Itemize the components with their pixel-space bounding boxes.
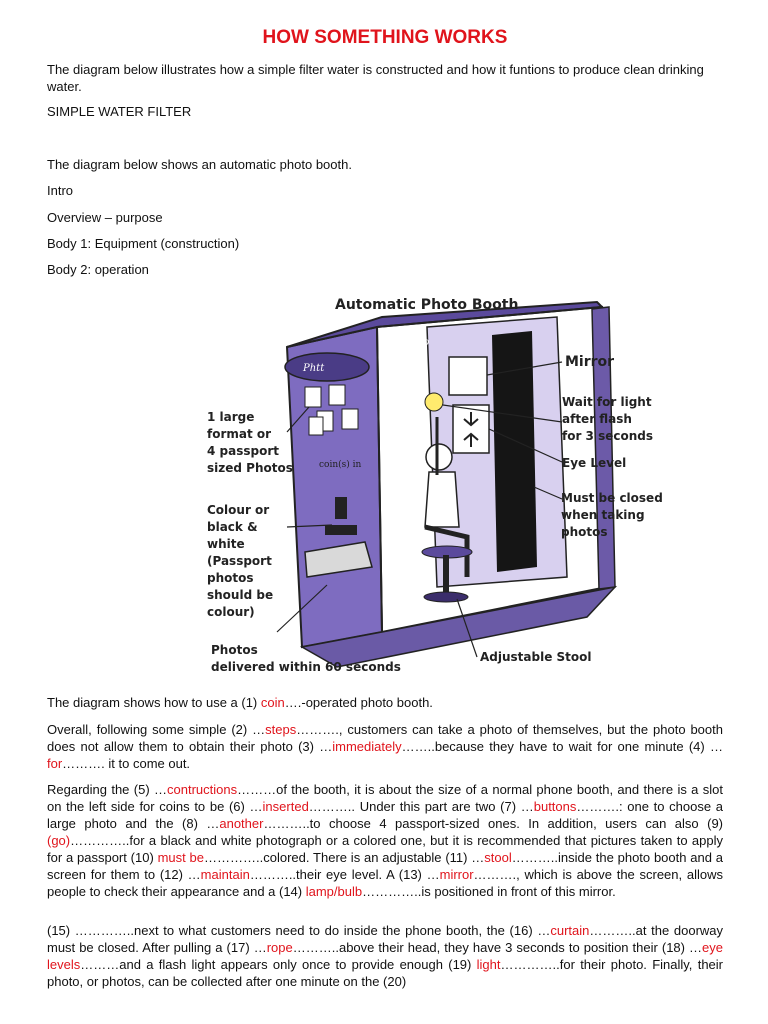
- page-title: HOW SOMETHING WORKS: [262, 27, 508, 48]
- photos-label: 1 large format or 4 passport sized Photos: [207, 410, 293, 475]
- booth-brand: Pdl-Pro: [392, 337, 430, 348]
- wait-label: Wait for light after flash for 3 seconds: [562, 395, 654, 443]
- answer-2: steps: [265, 722, 297, 737]
- answer-7: buttons: [533, 799, 577, 814]
- answer-17: rope: [266, 940, 293, 955]
- answer-5: contructions: [167, 782, 238, 797]
- colour-label: Colour or black & white (Passport photos should be colour): [207, 503, 274, 619]
- answer-1: coin: [260, 695, 285, 710]
- filter-heading: SIMPLE WATER FILTER: [47, 104, 192, 119]
- outline-item: Body 2: operation: [47, 262, 149, 277]
- photo-booth-diagram: [137, 287, 667, 682]
- booth-sign: Phtt: [303, 363, 325, 374]
- outline-item: Intro: [47, 183, 74, 198]
- intro-paragraph: The diagram below illustrates how a simple filter water is constructed and how it funtions to produce clean drinking water.: [47, 62, 704, 94]
- answer-paragraph-2: Overall, following some simple (2) …steps………., customers can take a photo of themselves, but the photo booth does not allow them to obtain their photo (3) …immediately……..because they have to wait for one minute (4) …for………. it to come out.: [47, 722, 723, 771]
- photo-booth-intro: The diagram below shows an automatic photo booth.: [47, 157, 352, 172]
- answer-3: immediately: [332, 739, 402, 754]
- answer-10: must be: [157, 850, 205, 865]
- closed-label: Must be closed when taking photos: [561, 491, 663, 539]
- answer-4: for: [47, 756, 63, 771]
- answer-12: maintain: [200, 867, 250, 882]
- answer-11: stool: [484, 850, 512, 865]
- answer-9: (go): [47, 833, 71, 848]
- delivered-label: Photos delivered within 60 seconds: [211, 643, 401, 674]
- outline-item: Body 1: Equipment (construction): [47, 236, 240, 251]
- answer-paragraph-4: (15) …………..next to what customers need to do inside the phone booth, the (16) …curtain………..at the doorway must be closed. After pulling a (17) …rope………..above their head, they have 3 seconds to position their (18) …eye levels………and a flash light appears only once to provide enough (19) light…………..for their photo. Finally, their photo, or photos, can be collected after one minute on the (20): [47, 923, 724, 989]
- answer-16: curtain: [550, 923, 590, 938]
- answer-6: inserted: [262, 799, 309, 814]
- stool-label: Adjustable Stool: [480, 650, 592, 664]
- outline-item: Overview – purpose: [47, 210, 163, 225]
- eye-level-label: Eye Level: [562, 456, 627, 470]
- answer-paragraph-3: Regarding the (5) …contructions………of the booth, it is about the size of a normal phone booth, and there is a slot on the left side for coins to be (6) …inserted……….. Under this part are two (7) …buttons……….: one to choose a large photo and the (8) …another………..to choose 4 passport-sized ones. In addition, users can also (9) (go)…………..for a black and white photograph or a colored one, but it is recommended that pictures taken to apply for a passport (10) must be…………..colored. There is an adjustable (11) …stool………..inside the photo booth and a screen for them to (12) …maintain………..their eye level. A (13) …mirror………., which is above the screen, allows people to check their appearance and a (14) lamp/bulb…………..is positioned in front of this mirror.: [47, 782, 724, 899]
- answer-8: another: [219, 816, 264, 831]
- mirror-label: Mirror: [565, 354, 615, 370]
- photo-booth-illustration: [137, 287, 667, 682]
- answer-19: light: [476, 957, 501, 972]
- answer-13: mirror: [439, 867, 474, 882]
- coin-label: coin(s) in: [319, 460, 362, 470]
- answer-paragraph-1: The diagram shows how to use a (1) coin….-operated photo booth.: [47, 695, 433, 710]
- answer-14: lamp/bulb: [305, 884, 363, 899]
- diagram-title: Automatic Photo Booth: [335, 297, 519, 313]
- answer-18: eye levels: [47, 940, 723, 972]
